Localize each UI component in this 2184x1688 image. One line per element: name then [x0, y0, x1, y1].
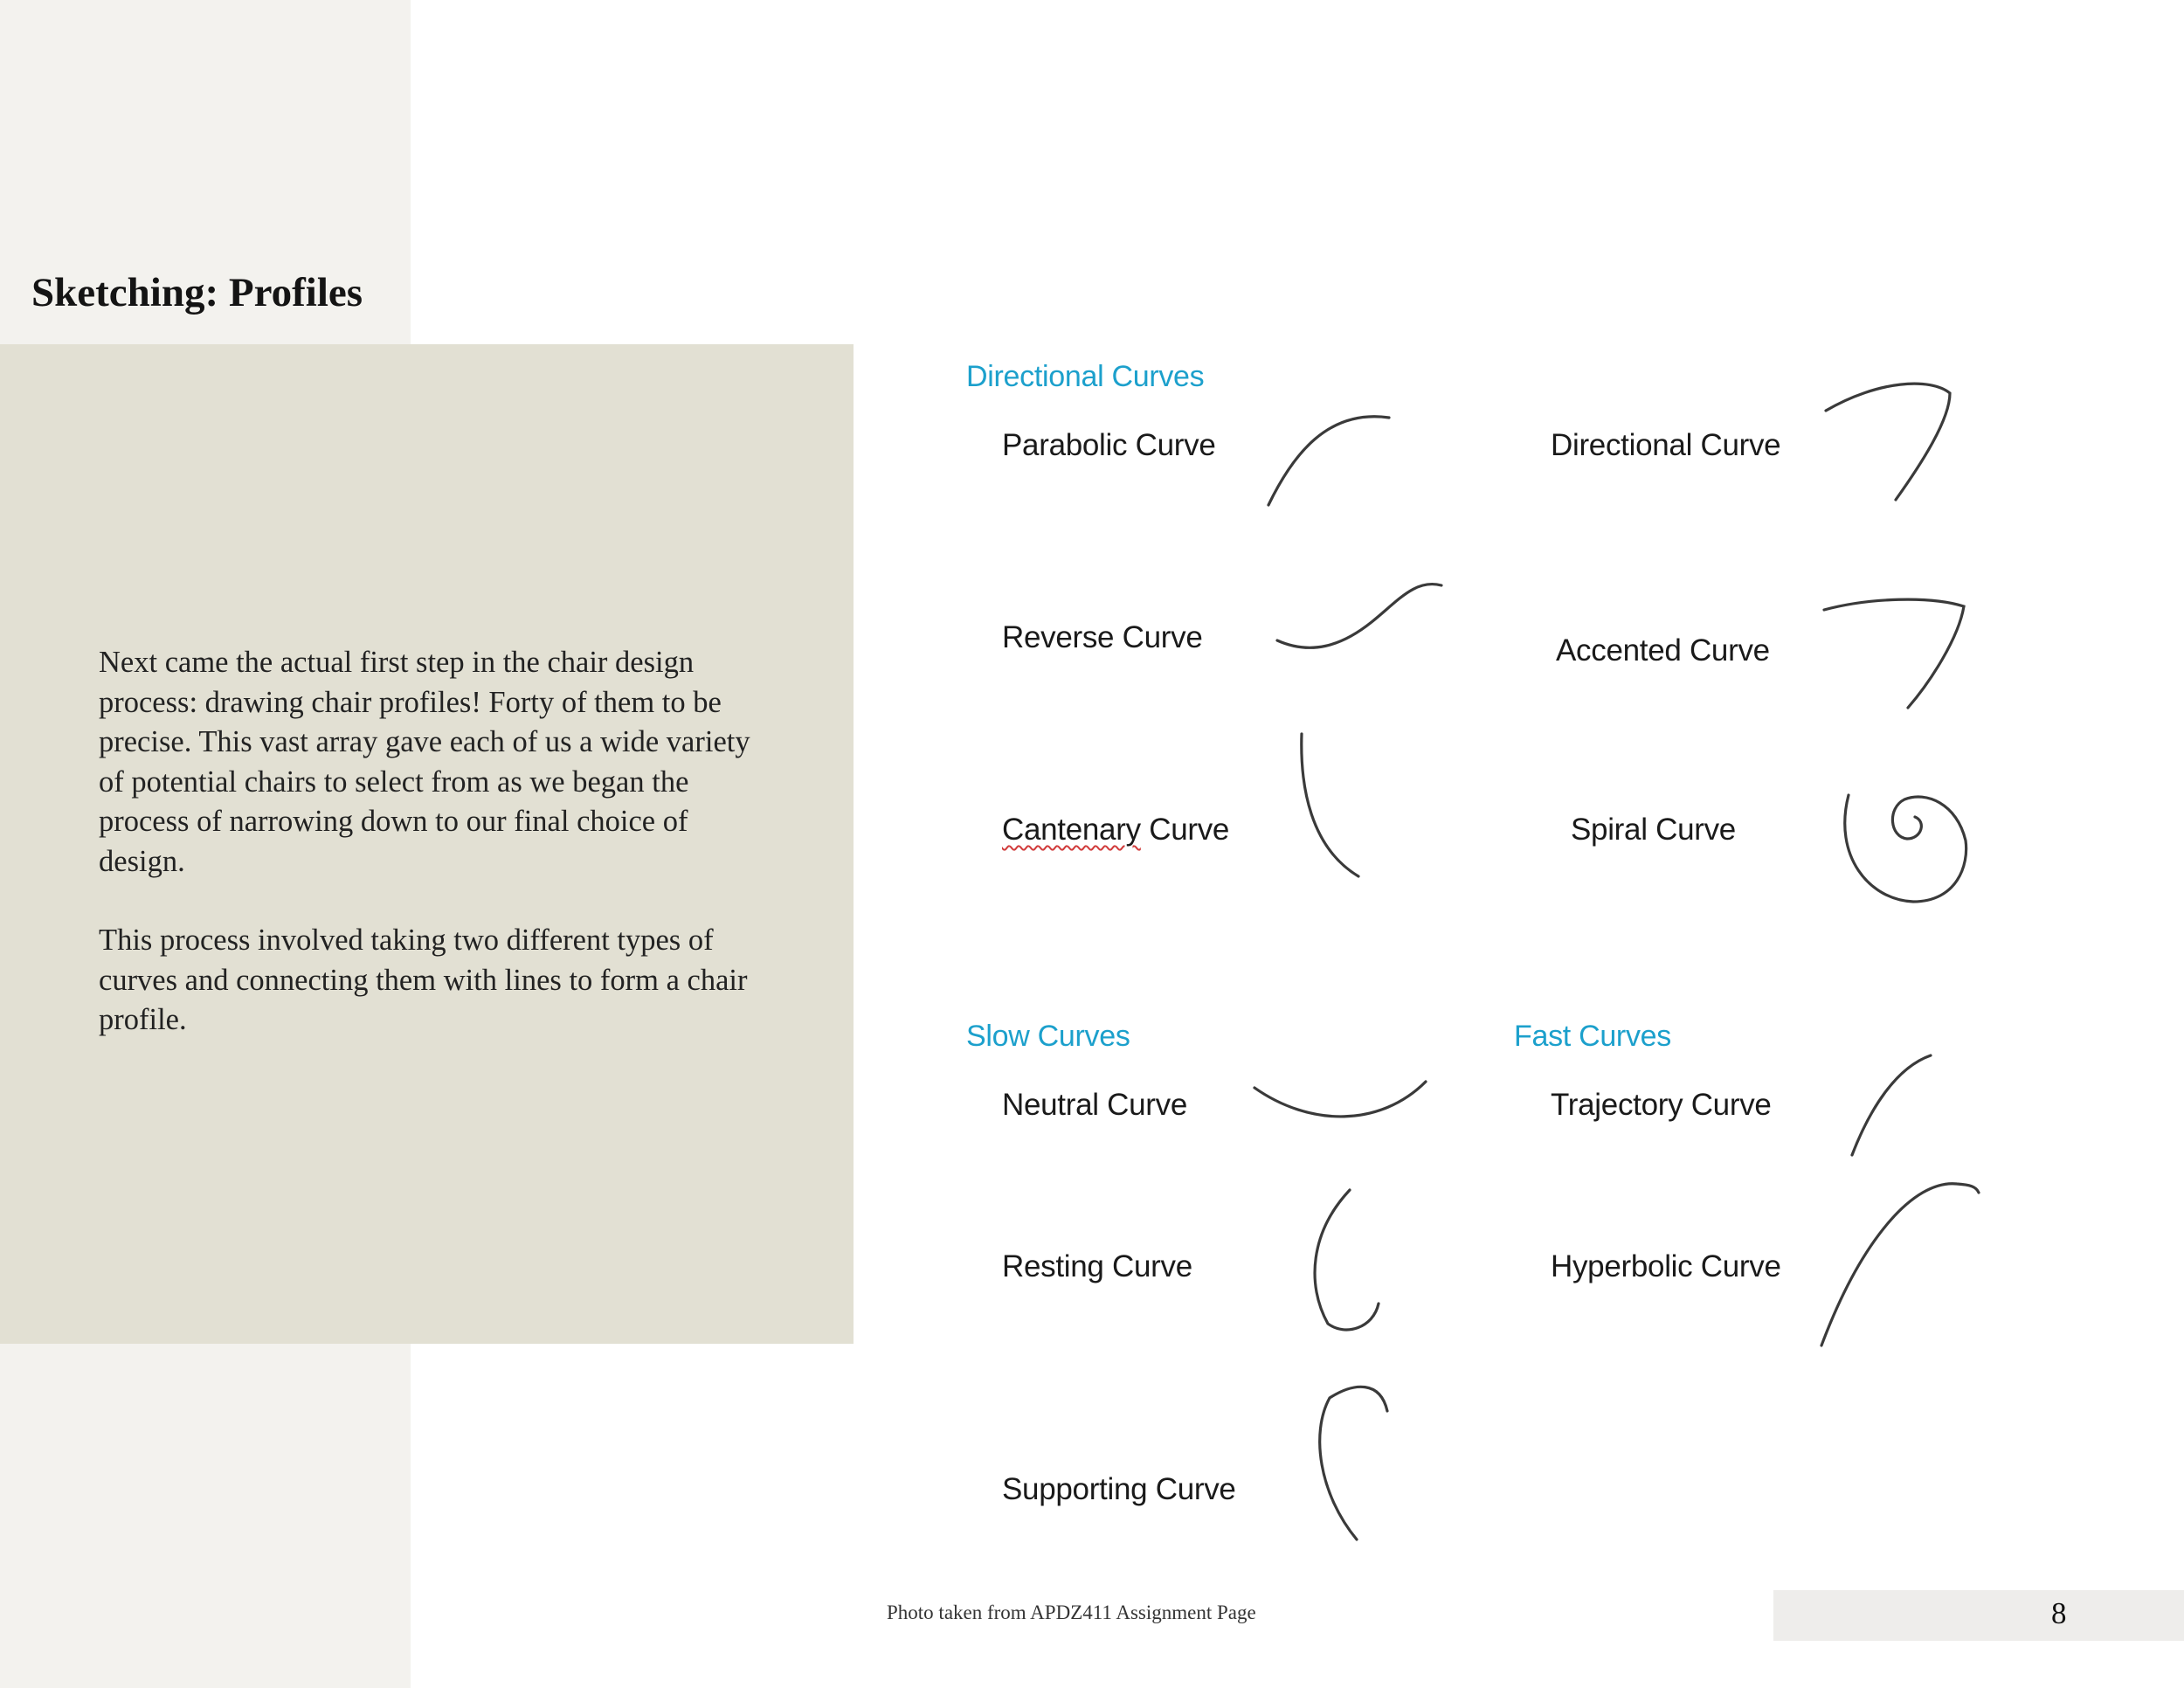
parabolic-curve-sketch	[1268, 417, 1389, 505]
reverse-curve-sketch	[1277, 585, 1441, 648]
trajectory-curve-sketch	[1852, 1055, 1931, 1155]
heading-directional-curves: Directional Curves	[966, 360, 1205, 393]
photo-caption: Photo taken from APDZ411 Assignment Page	[887, 1602, 1256, 1623]
resting-curve-sketch	[1315, 1190, 1379, 1330]
misspelled-word: Cantenary	[1002, 813, 1141, 847]
label-reverse-curve: Reverse Curve	[1002, 620, 1203, 654]
cantenary-curve-sketch	[1302, 734, 1358, 876]
directional-curve-sketch	[1826, 384, 1950, 500]
accented-curve-sketch	[1824, 599, 1964, 708]
label-spiral-curve: Spiral Curve	[1571, 813, 1736, 847]
label-accented-curve: Accented Curve	[1556, 633, 1770, 668]
label-parabolic-curve: Parabolic Curve	[1002, 428, 1216, 462]
page-number-box	[1773, 1590, 2184, 1641]
paragraph-process: This process involved taking two different types of curves and connecting them with lines to form a chair profile.	[99, 924, 748, 1036]
label-supporting-curve: Supporting Curve	[1002, 1472, 1236, 1506]
page-title: Sketching: Profiles	[31, 270, 363, 315]
heading-fast-curves: Fast Curves	[1514, 1020, 1671, 1053]
paragraph-intro: Next came the actual first step in the chair design process: drawing chair profiles! Forty of them to be precise. This vast array gave each of us a wide variety of potential chairs to select from as we began the process of narrowing down to our final choice of design.	[99, 646, 750, 878]
spiral-curve-sketch	[1845, 795, 1966, 902]
heading-slow-curves: Slow Curves	[966, 1020, 1130, 1053]
label-neutral-curve: Neutral Curve	[1002, 1088, 1188, 1122]
hyperbolic-curve-sketch	[1821, 1184, 1979, 1346]
label-resting-curve: Resting Curve	[1002, 1249, 1192, 1283]
label-cantenary-suffix: Curve	[1140, 813, 1230, 847]
label-directional-curve: Directional Curve	[1551, 428, 1781, 462]
supporting-curve-sketch	[1320, 1387, 1387, 1539]
label-hyperbolic-curve: Hyperbolic Curve	[1551, 1249, 1781, 1283]
neutral-curve-sketch	[1254, 1082, 1426, 1117]
label-trajectory-curve: Trajectory Curve	[1551, 1088, 1772, 1122]
page-number: 8	[2051, 1596, 2067, 1630]
